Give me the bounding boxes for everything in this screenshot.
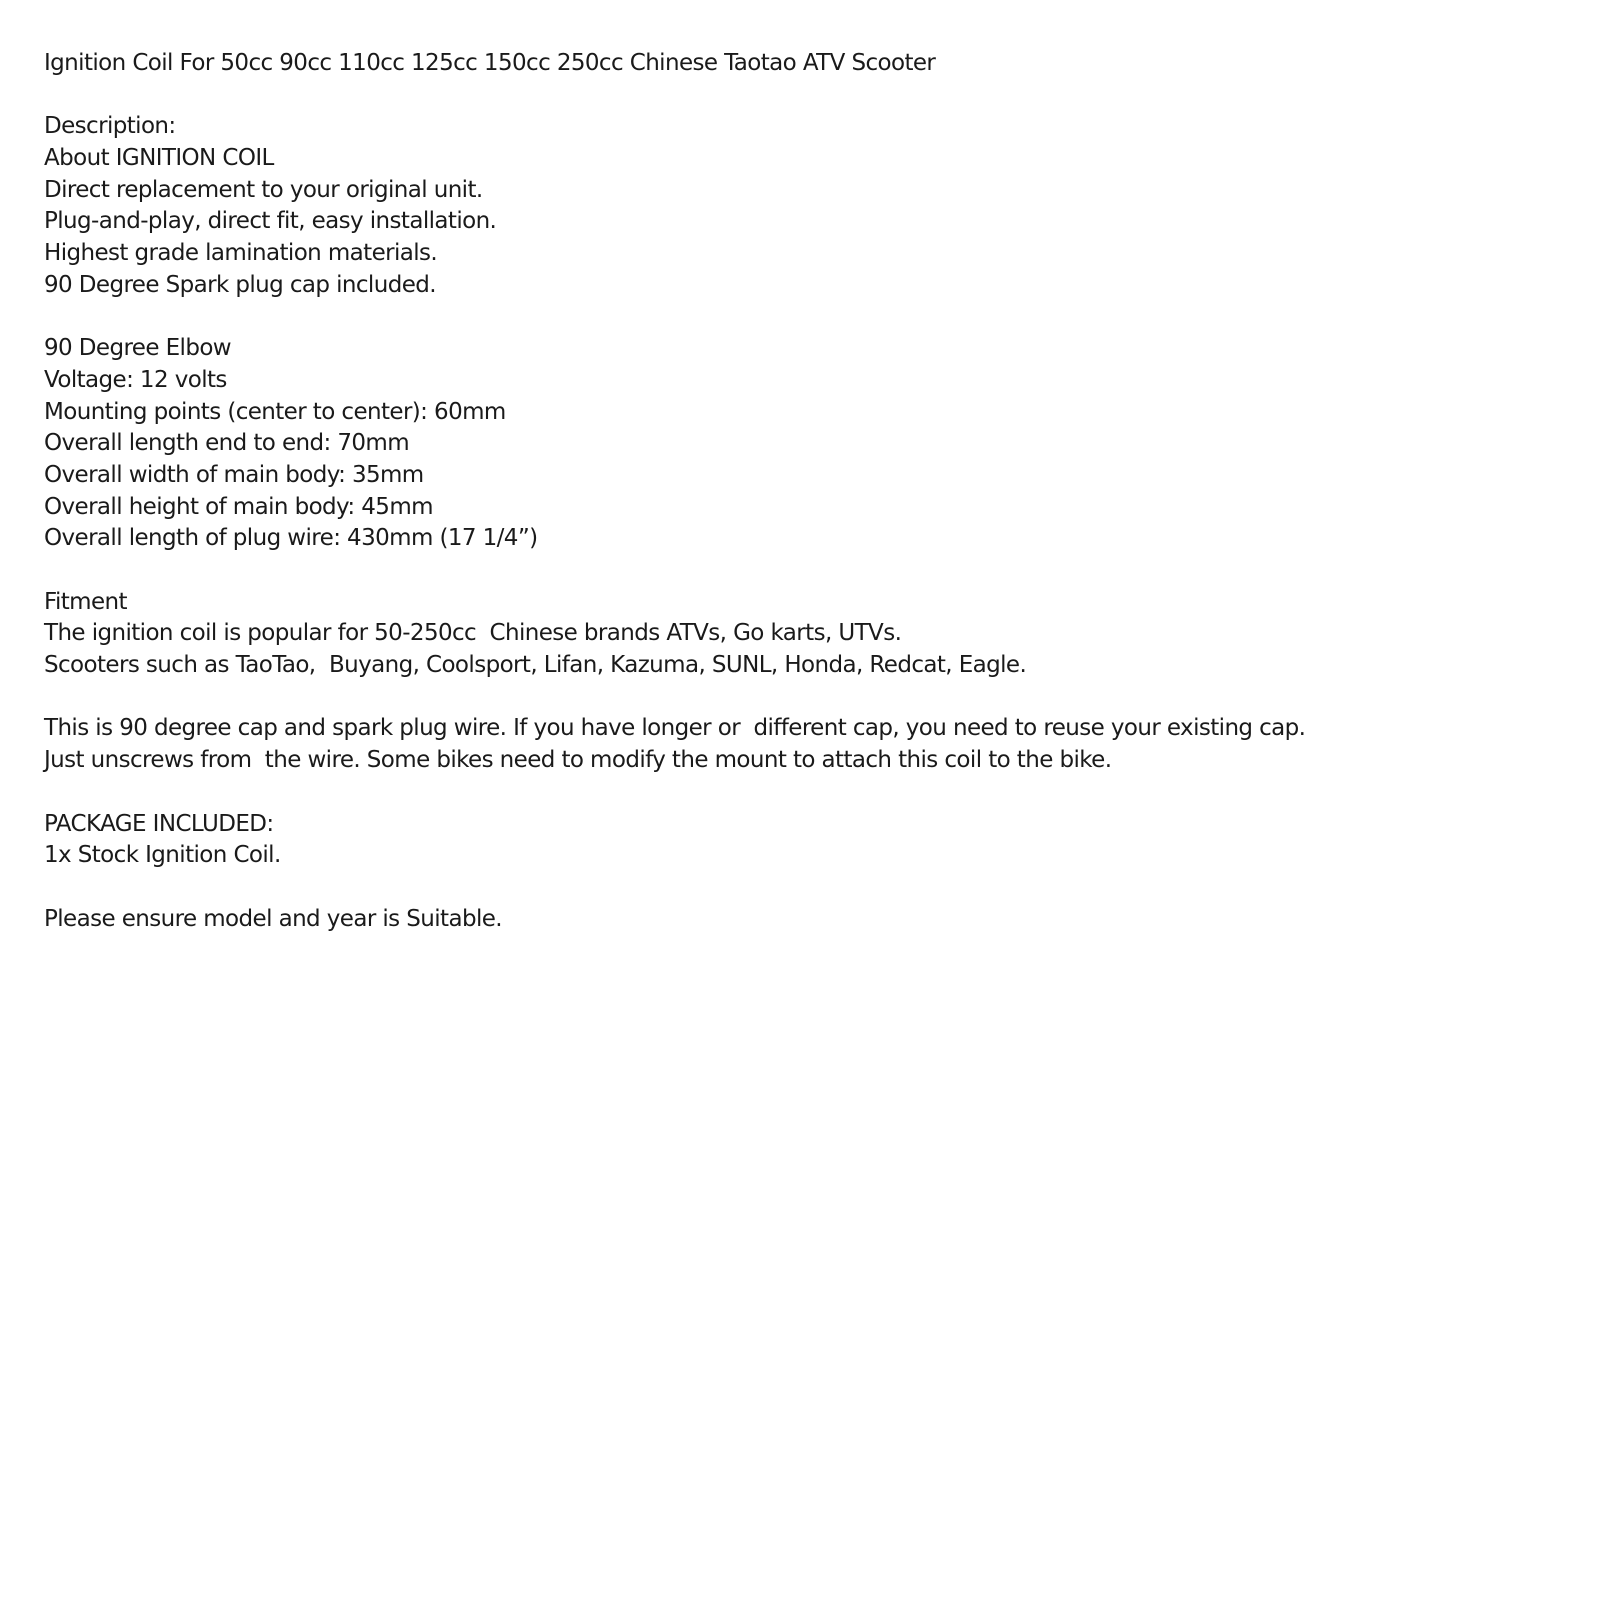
spec-line: Mounting points (center to center): 60mm xyxy=(44,398,506,425)
package-line: 1x Stock Ignition Coil. xyxy=(44,842,281,869)
spec-line: Overall width of main body: 35mm xyxy=(44,461,424,488)
description-line: Direct replacement to your original unit. xyxy=(44,176,483,203)
spacer xyxy=(44,555,1564,587)
spacer xyxy=(44,777,1564,809)
page-title: Ignition Coil For 50cc 90cc 110cc 125cc 150cc 250cc Chinese Taotao ATV Scooter xyxy=(44,50,936,76)
spec-line: Overall length end to end: 70mm xyxy=(44,430,410,457)
spec-line: 90 Degree Elbow xyxy=(44,335,232,362)
note-line: Just unscrews from the wire. Some bikes need to modify the mount to attach this coil to the bike. xyxy=(44,747,1112,774)
spec-line: Overall height of main body: 45mm xyxy=(44,493,433,520)
spacer xyxy=(44,302,1564,334)
package-heading: PACKAGE INCLUDED: xyxy=(44,810,274,837)
fitment-line: Scooters such as TaoTao, Buyang, Coolsport, Lifan, Kazuma, SUNL, Honda, Redcat, Eagle. xyxy=(44,652,1027,679)
spacer xyxy=(44,80,1564,112)
note-line: This is 90 degree cap and spark plug wire. If you have longer or different cap, you need to reuse your existing cap. xyxy=(44,715,1306,742)
spec-line: Overall length of plug wire: 430mm (17 1/4”) xyxy=(44,525,538,552)
spacer xyxy=(44,682,1564,714)
fitment-heading: Fitment xyxy=(44,588,127,615)
description-line: 90 Degree Spark plug cap included. xyxy=(44,271,436,298)
description-line: Highest grade lamination materials. xyxy=(44,240,438,267)
description-line: Plug-and-play, direct fit, easy installation. xyxy=(44,208,497,235)
description-line: About IGNITION COIL xyxy=(44,145,274,172)
description-heading: Description: xyxy=(44,113,176,140)
spacer xyxy=(44,872,1564,904)
spec-line: Voltage: 12 volts xyxy=(44,366,227,393)
closing-note: Please ensure model and year is Suitable. xyxy=(44,905,502,932)
fitment-line: The ignition coil is popular for 50-250cc Chinese brands ATVs, Go karts, UTVs. xyxy=(44,620,902,647)
product-description-document xyxy=(44,48,1564,935)
